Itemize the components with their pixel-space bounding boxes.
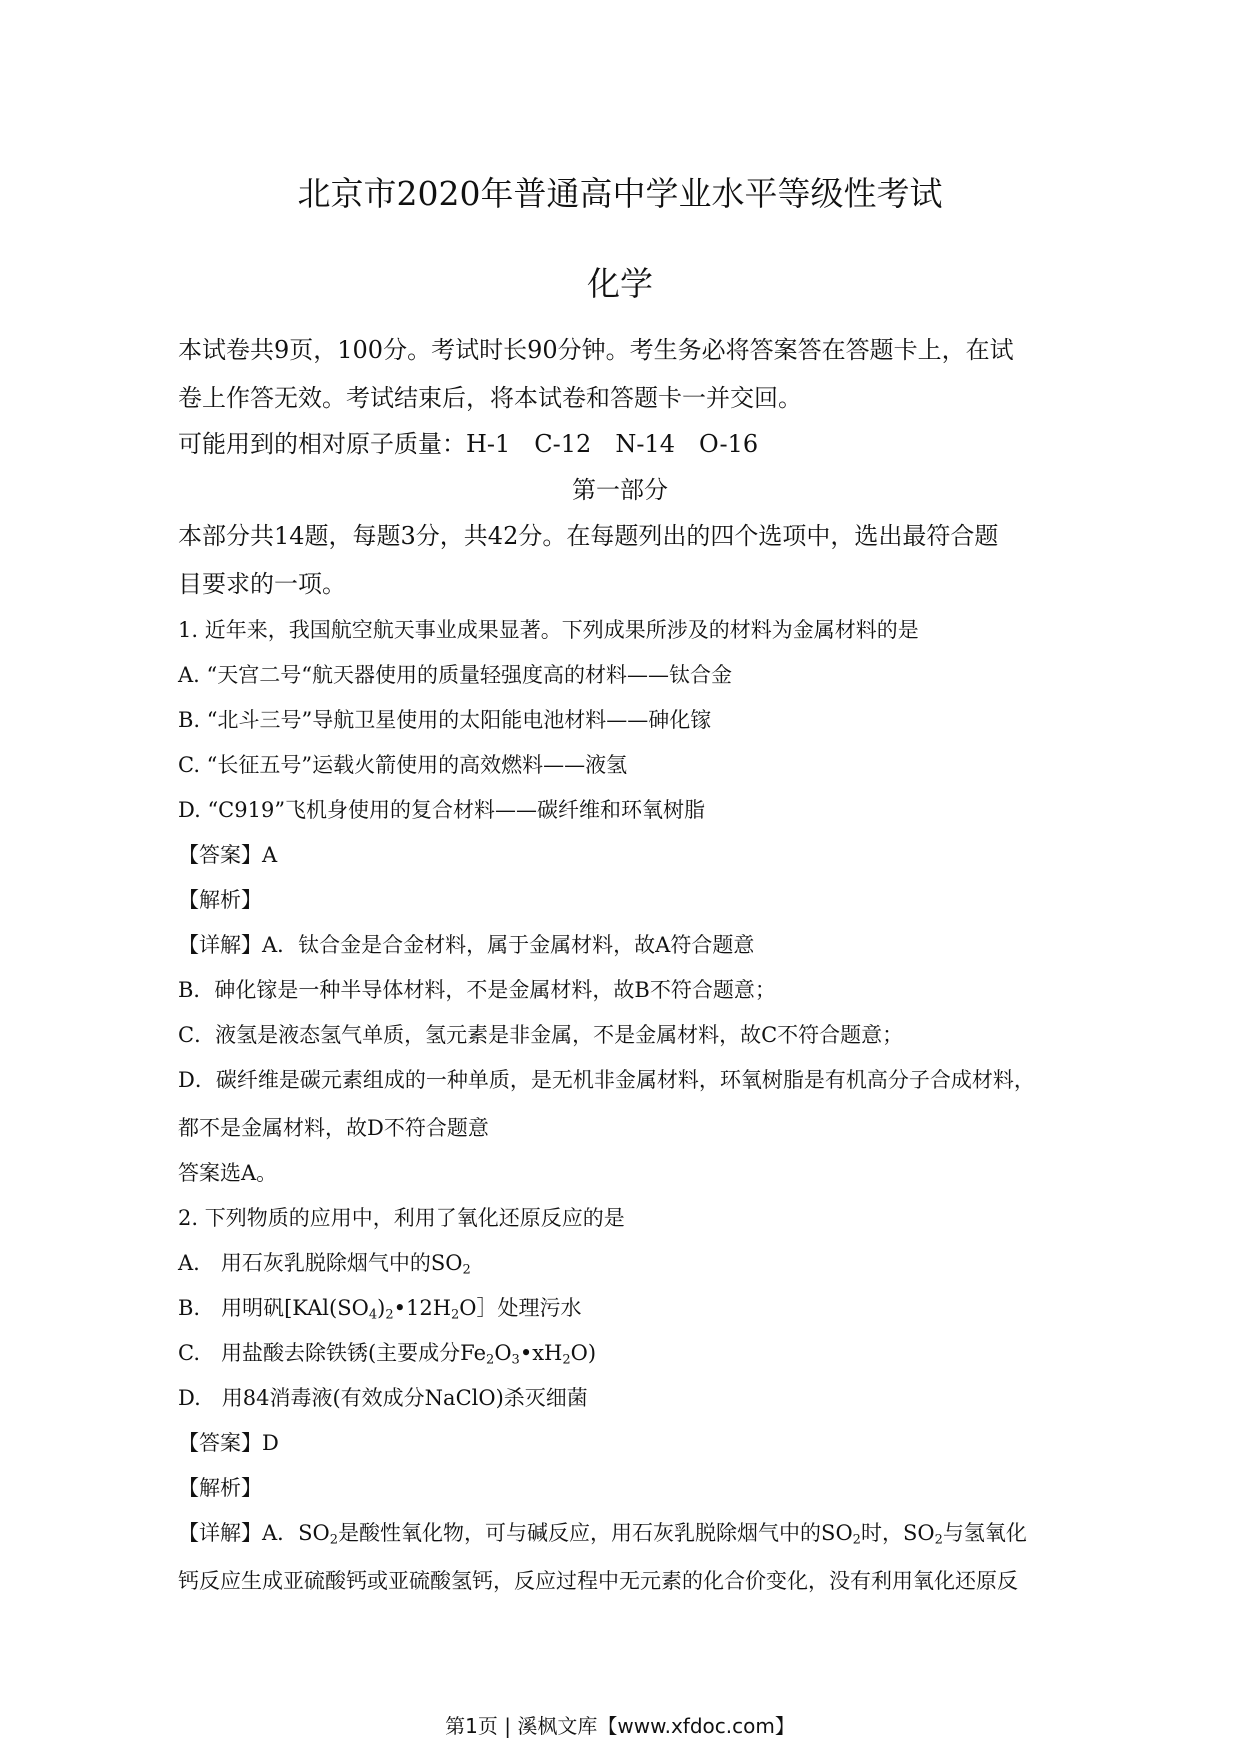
part-title: 第一部分: [572, 476, 668, 504]
q1-detail-c: C．液氢是液态氢气单质，氢元素是非金属，不是金属材料，故C不符合题意；: [178, 1023, 904, 1047]
q1-option-a: A. “天宫二号“航天器使用的质量轻强度高的材料——钛合金: [178, 663, 732, 687]
q2-detail-2: 钙反应生成亚硫酸钙或亚硫酸氢钙，反应过程中无元素的化合价变化，没有利用氧化还原反: [178, 1569, 1018, 1593]
q1-conclusion: 答案选A。: [178, 1161, 278, 1185]
q1-detail-a: 【详解】A．钛合金是合金材料，属于金属材料，故A符合题意: [178, 933, 755, 957]
q2-option-c-sub-1: 2: [486, 1352, 495, 1368]
q2-option-d: D. 用84消毒液(有效成分NaClO)杀灭细菌: [178, 1386, 588, 1410]
q2-option-c-sub-2: 3: [511, 1352, 520, 1368]
q2-option-b-sub-3: 2: [451, 1307, 460, 1323]
q2-answer: 【答案】D: [178, 1431, 279, 1455]
intro-line-1: 本试卷共9页，100分。考试时长90分钟。考生务必将答案答在答题卡上，在试: [178, 336, 1014, 364]
q2-option-c-text-3: •xH: [519, 1341, 563, 1365]
q1-option-c: C. “长征五号”运载火箭使用的高效燃料——液氢: [178, 753, 628, 777]
q1-option-d: D. “C919”飞机身使用的复合材料——碳纤维和环氧树脂: [178, 798, 706, 822]
q1-option-b: B. “北斗三号”导航卫星使用的太阳能电池材料——砷化镓: [178, 708, 712, 732]
q2-option-a: [178, 1247, 471, 1277]
q2-analysis: 【解析】: [178, 1476, 262, 1500]
atomic-mass-line: 可能用到的相对原子质量：H-1 C-12 N-14 O-16: [178, 430, 759, 458]
q2-option-b-sub-1: 4: [368, 1307, 378, 1323]
q2-option-a-text: A. 用石灰乳脱除烟气中的SO: [178, 1251, 463, 1275]
q1-answer: 【答案】A: [178, 843, 278, 867]
q2-detail-1-sub-3: 2: [934, 1532, 943, 1548]
q2-option-c: [178, 1337, 596, 1367]
q2-option-b-text-1: B. 用明矾[KAl(SO: [178, 1296, 369, 1320]
q2-detail-1: [178, 1517, 1027, 1547]
q2-option-b-sub-2: 2: [385, 1307, 394, 1323]
q2-option-c-sub-3: 2: [562, 1352, 571, 1368]
q1-analysis: 【解析】: [178, 888, 262, 912]
part-desc-1: 本部分共14题，每题3分，共42分。在每题列出的四个选项中，选出最符合题: [178, 522, 999, 550]
q1-detail-d-1: D．碳纤维是碳元素组成的一种单质，是无机非金属材料，环氧树脂是有机高分子合成材料，: [178, 1068, 1035, 1092]
q2-detail-1-text-3: 时，SO: [860, 1521, 935, 1545]
q2-option-b-text-2: ): [377, 1296, 386, 1320]
q2-option-a-sub: 2: [462, 1262, 471, 1278]
q2-detail-1-sub-2: 2: [852, 1532, 861, 1548]
q1-detail-b: B．砷化镓是一种半导体材料，不是金属材料，故B不符合题意；: [178, 978, 776, 1002]
exam-title: 北京市2020年普通高中学业水平等级性考试: [297, 174, 943, 213]
part-desc-2: 目要求的一项。: [178, 570, 346, 598]
q2-stem: 2. 下列物质的应用中，利用了氧化还原反应的是: [178, 1206, 625, 1230]
q2-option-b: [178, 1292, 582, 1322]
q2-detail-1-text-4: 与氢氧化: [942, 1521, 1027, 1545]
exam-subject: 化学: [587, 264, 653, 303]
q2-detail-1-sub-1: 2: [329, 1532, 339, 1548]
q2-option-c-text-1: C. 用盐酸去除铁锈(主要成分Fe: [178, 1341, 487, 1365]
q1-stem: 1. 近年来，我国航空航天事业成果显著。下列成果所涉及的材料为金属材料的是: [178, 618, 919, 642]
q2-option-b-text-3: •12H: [393, 1296, 452, 1320]
q2-option-c-text-2: O: [494, 1341, 512, 1365]
q2-detail-1-text-2: 是酸性氧化物，可与碱反应，用石灰乳脱除烟气中的SO: [338, 1521, 853, 1545]
page-footer: 第1页 | 溪枫文库【www.xfdoc.com】: [445, 1714, 795, 1738]
q2-detail-1-text-1: 【详解】A．SO: [178, 1521, 330, 1545]
q2-option-c-text-4: O): [570, 1341, 597, 1365]
intro-line-2: 卷上作答无效。考试结束后，将本试卷和答题卡一并交回。: [178, 384, 802, 412]
q1-detail-d-2: 都不是金属材料，故D不符合题意: [178, 1116, 489, 1140]
q2-option-b-text-4: O］处理污水: [459, 1296, 582, 1320]
